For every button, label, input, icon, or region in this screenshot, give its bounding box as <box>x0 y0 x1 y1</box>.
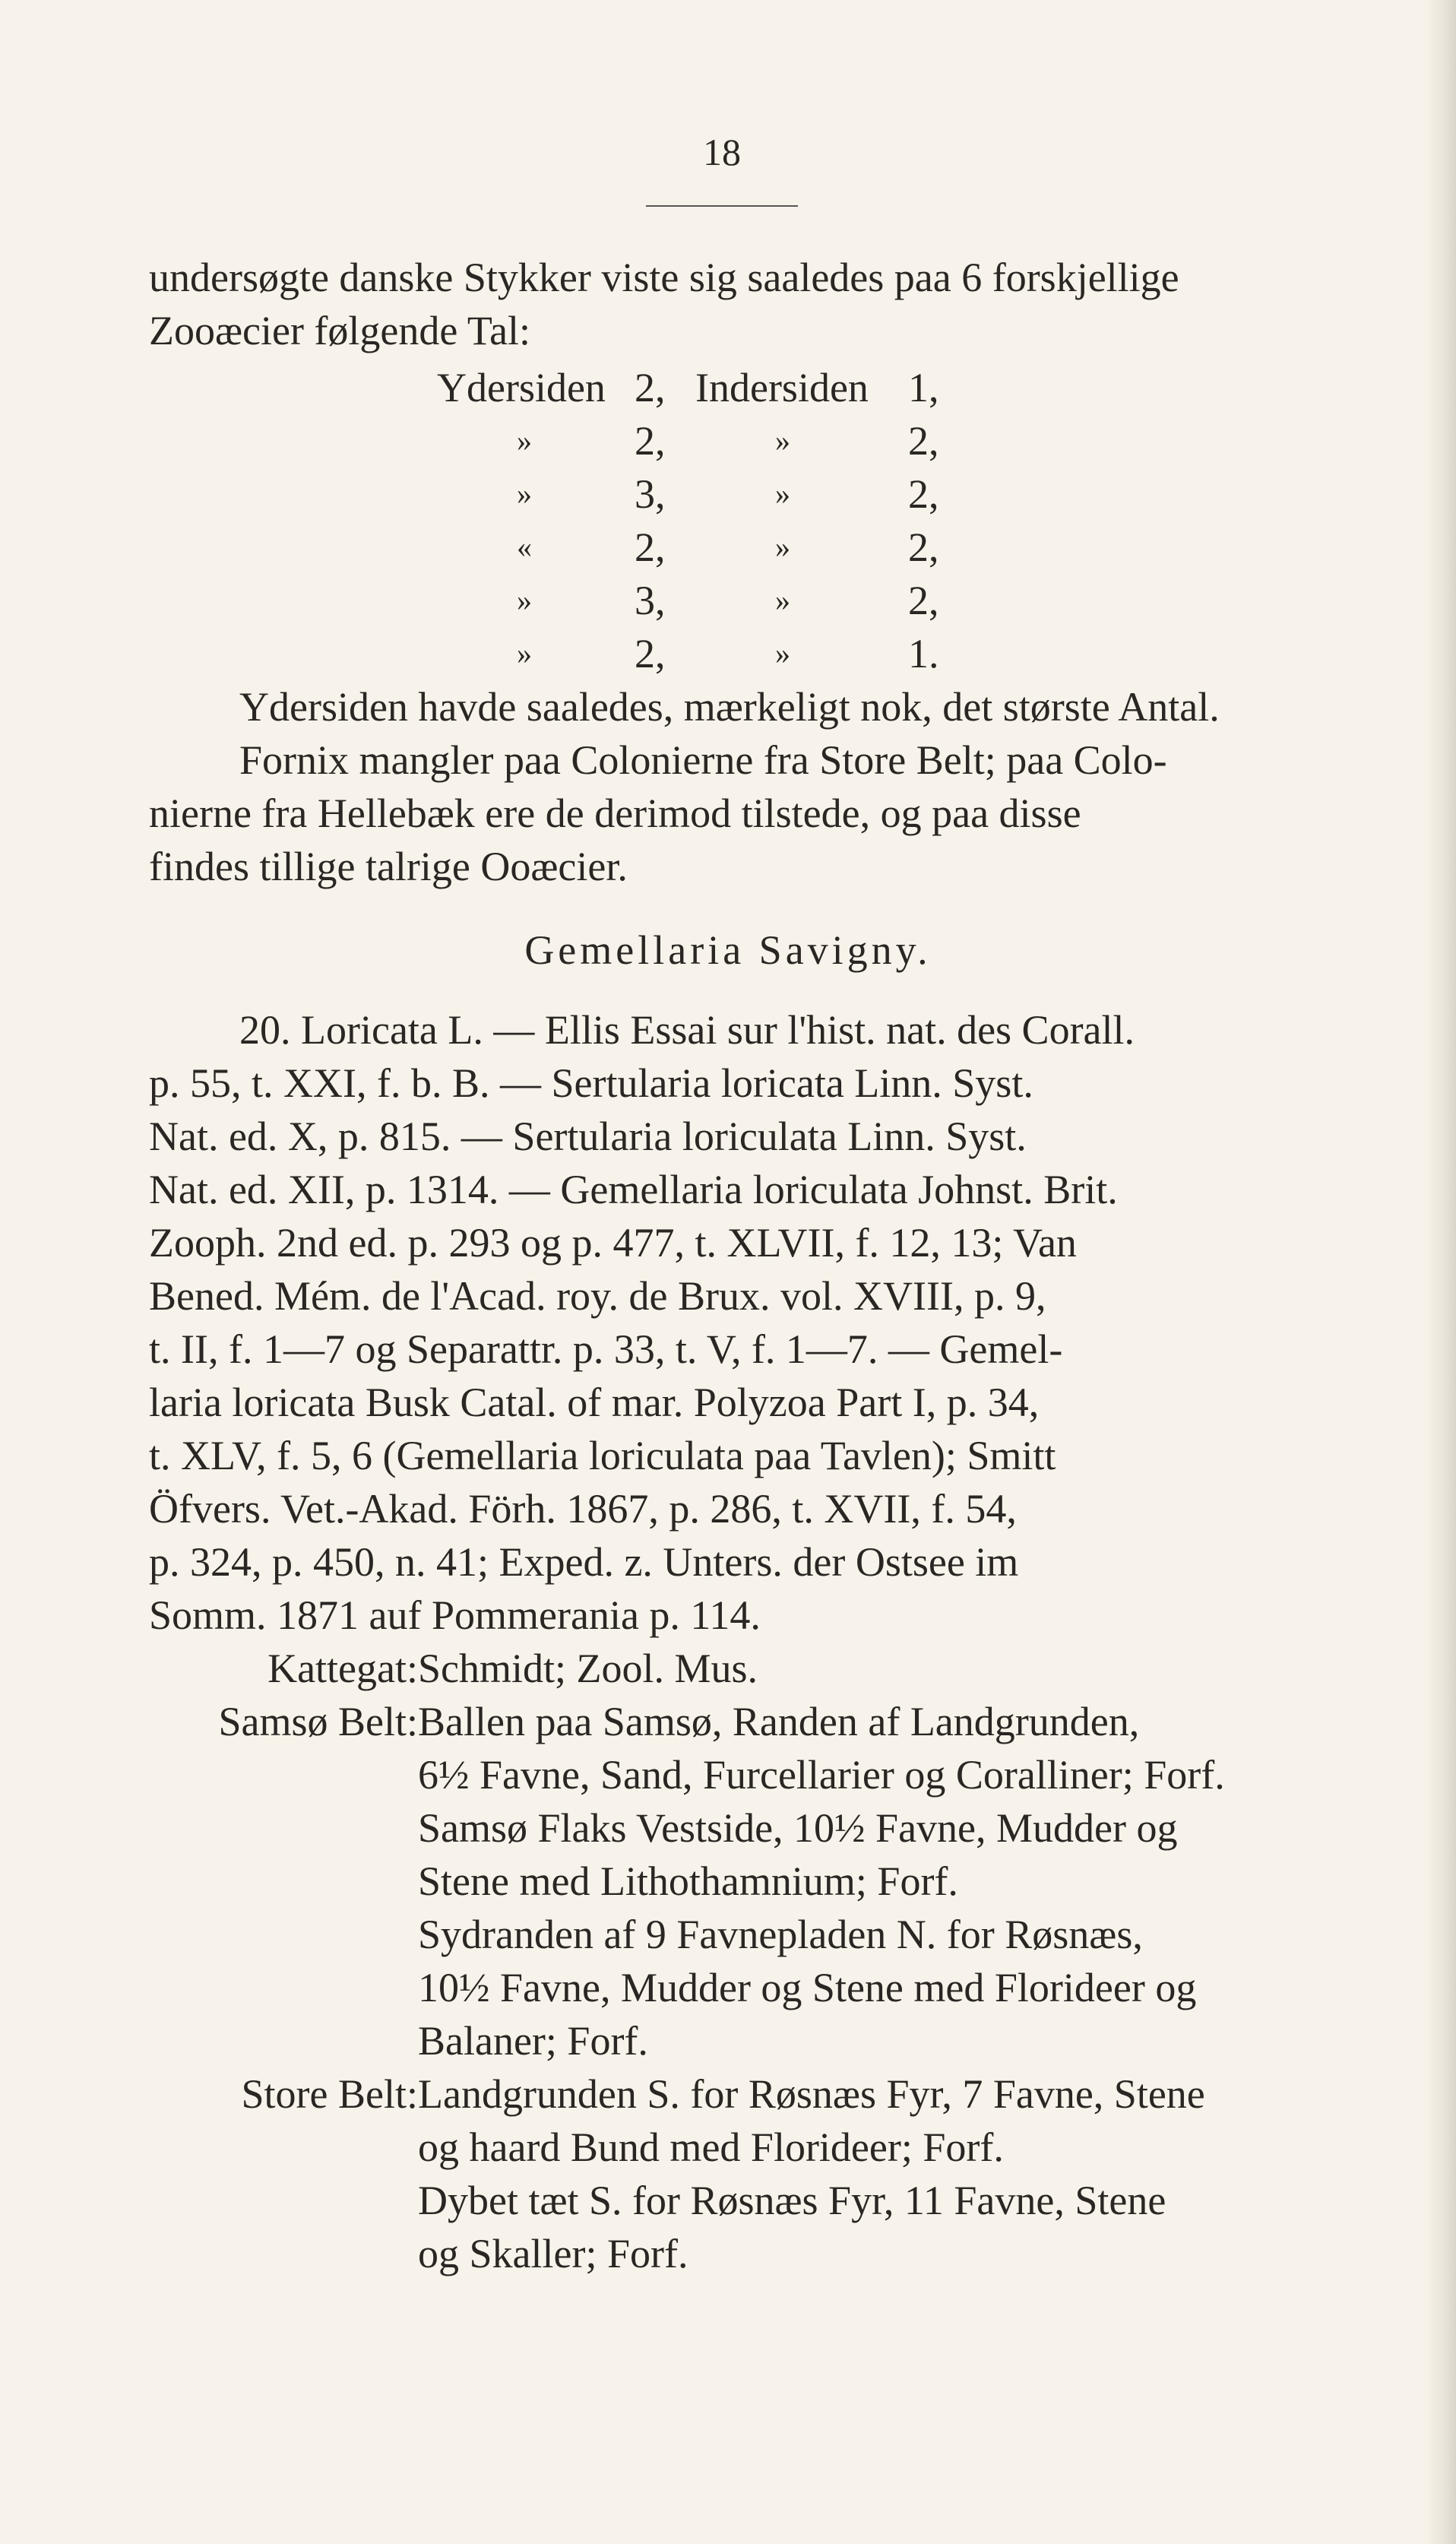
ditto-mark: » <box>775 636 790 670</box>
species-line: Nat. ed. XII, p. 1314. — Gemellaria loriculata Johnst. Brit. <box>149 1167 1118 1212</box>
locality-line: Dybet tæt S. for Røsnæs Fyr, 11 Favne, Stene <box>418 2178 1166 2223</box>
table-cell: 3, <box>635 471 666 517</box>
ditto-mark: » <box>517 583 532 617</box>
table-row <box>0 521 1456 574</box>
table-cell: 2, <box>908 418 939 464</box>
ditto-mark: » <box>775 477 790 511</box>
paragraph-line: nierne fra Hellebæk ere de derimod tilstede, og paa disse <box>149 790 1081 836</box>
locality-line: Schmidt; Zool. Mus. <box>418 1646 758 1691</box>
ditto-mark: » <box>775 423 790 458</box>
page-number-rule <box>646 205 798 207</box>
table-cell: 2, <box>635 631 666 676</box>
table-cell: 2, <box>908 578 939 623</box>
table-cell: 2, <box>635 524 666 570</box>
ditto-mark: » <box>517 636 532 670</box>
genus-heading: Gemellaria Savigny. <box>524 927 932 973</box>
species-line: 20. Loricata L. — Ellis Essai sur l'hist. nat. des Corall. <box>239 1007 1135 1053</box>
locality-line: og haard Bund med Florideer; Forf. <box>418 2124 1004 2170</box>
paragraph-line: Fornix mangler paa Colonierne fra Store Belt; paa Colo- <box>239 737 1167 783</box>
table-row <box>0 467 1456 521</box>
locality-line: 10½ Favne, Mudder og Stene med Florideer og <box>418 1965 1197 2010</box>
table-col1-label: Ydersiden <box>437 365 606 410</box>
ditto-mark: » <box>517 423 532 458</box>
species-line: Zooph. 2nd ed. p. 293 og p. 477, t. XLVII, f. 12, 13; Van <box>149 1220 1077 1266</box>
species-line: t. II, f. 1—7 og Separattr. p. 33, t. V, f. 1—7. — Gemel- <box>149 1326 1063 1372</box>
table-col2-label: Indersiden <box>695 365 869 410</box>
ditto-mark: « <box>517 530 532 564</box>
locality-line: 6½ Favne, Sand, Furcellarier og Coralliner; Forf. <box>418 1752 1225 1798</box>
table-cell: 1. <box>908 631 939 676</box>
ditto-mark: » <box>775 583 790 617</box>
species-line: p. 324, p. 450, n. 41; Exped. z. Unters. der Ostsee im <box>149 1539 1019 1585</box>
species-line: Nat. ed. X, p. 815. — Sertularia loriculata Linn. Syst. <box>149 1114 1027 1159</box>
locality-line: Ballen paa Samsø, Randen af Landgrunden, <box>418 1699 1140 1744</box>
ditto-mark: » <box>775 530 790 564</box>
table-cell: 3, <box>635 578 666 623</box>
table-col1-value: 2, <box>635 365 666 410</box>
locality-line: Balaner; Forf. <box>418 2018 648 2064</box>
species-line: p. 55, t. XXI, f. b. B. — Sertularia loricata Linn. Syst. <box>149 1060 1033 1106</box>
table-cell: 2, <box>908 471 939 517</box>
locality-line: Samsø Flaks Vestside, 10½ Favne, Mudder og <box>418 1805 1178 1851</box>
species-line: Somm. 1871 auf Pommerania p. 114. <box>149 1592 761 1638</box>
locality-line: og Skaller; Forf. <box>418 2231 688 2276</box>
locality-line: Sydranden af 9 Favnepladen N. for Røsnæs, <box>418 1912 1143 1957</box>
table-col2-value: 1, <box>908 365 939 410</box>
page-number: 18 <box>703 131 741 173</box>
locality-place: Samsø Belt: <box>218 1699 418 1744</box>
table-header-row <box>0 361 1456 414</box>
locality-place: Kattegat: <box>267 1646 418 1691</box>
locality-line: Stene med Lithothamnium; Forf. <box>418 1858 958 1904</box>
species-line: laria loricata Busk Catal. of mar. Polyzoa Part I, p. 34, <box>149 1380 1040 1425</box>
table-row <box>0 414 1456 467</box>
table-cell: 2, <box>908 524 939 570</box>
species-line: t. XLV, f. 5, 6 (Gemellaria loriculata paa Tavlen); Smitt <box>149 1433 1056 1478</box>
locality-line: Landgrunden S. for Røsnæs Fyr, 7 Favne, Stene <box>418 2071 1205 2117</box>
table-row <box>0 627 1456 680</box>
paragraph-line: findes tillige talrige Ooæcier. <box>149 844 628 889</box>
table-cell: 2, <box>635 418 666 464</box>
intro-line-1: undersøgte danske Stykker viste sig saaledes paa 6 forskjellige <box>149 255 1179 300</box>
locality-place: Store Belt: <box>241 2071 418 2117</box>
species-line: Öfvers. Vet.-Akad. Förh. 1867, p. 286, t. XVII, f. 54, <box>149 1486 1017 1532</box>
ditto-mark: » <box>517 477 532 511</box>
intro-line-2: Zooæcier følgende Tal: <box>149 308 531 353</box>
table-row <box>0 574 1456 627</box>
page-edge-shadow <box>1426 0 1456 2544</box>
species-line: Bened. Mém. de l'Acad. roy. de Brux. vol. XVIII, p. 9, <box>149 1273 1046 1319</box>
paragraph-line: Ydersiden havde saaledes, mærkeligt nok, det største Antal. <box>239 684 1220 730</box>
